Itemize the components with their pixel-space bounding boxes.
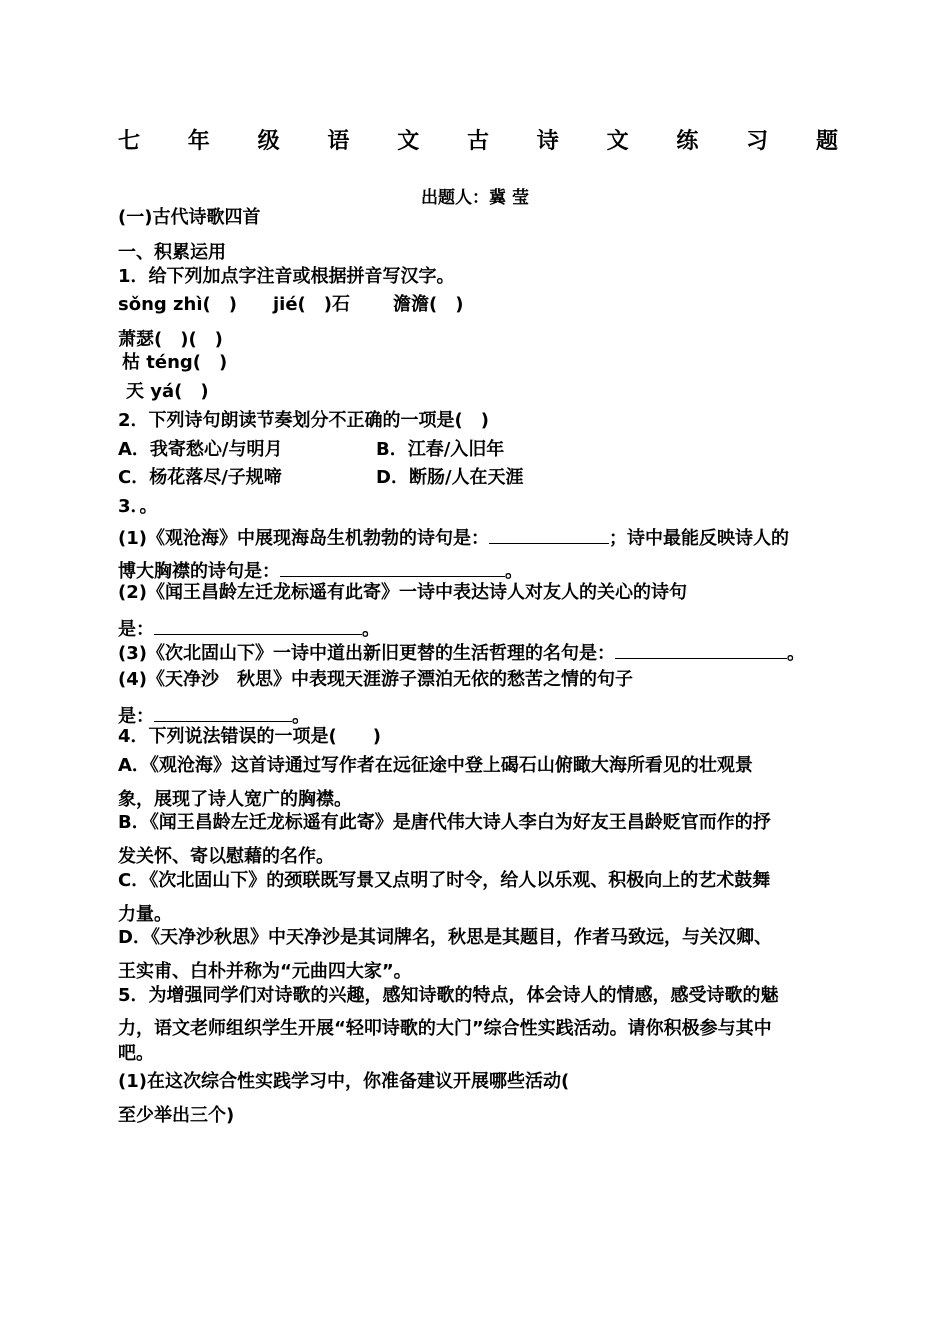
part-heading: 一、积累运用: [118, 242, 226, 263]
q1-item-e: 枯 téng( ): [122, 352, 228, 373]
title-char: 文: [397, 129, 420, 154]
section-heading: (一)古代诗歌四首: [118, 207, 261, 228]
q3-sub-4-text: 是：: [118, 706, 154, 727]
q1-item-b: jié( )石: [273, 294, 351, 315]
q3-sub-2-end: 。: [362, 619, 380, 640]
answer-blank[interactable]: [280, 558, 505, 577]
q3-sub-3-line: [118, 640, 805, 665]
question-4-stem: 4．下列说法错误的一项是( ): [118, 726, 381, 747]
answer-blank[interactable]: [154, 616, 362, 635]
q2-choices-row-2: [118, 467, 524, 489]
q3-sub-1-end: 。: [505, 561, 523, 582]
q5-sub-1-line-1: (1)在这次综合性实践学习中，你准备建议开展哪些活动(: [118, 1071, 570, 1092]
q4-option-a-line-2: 象，展现了诗人宽广的胸襟。: [118, 789, 352, 810]
q2-option-b: B．江春/入旧年: [376, 439, 505, 460]
q3-sub-2-line-1: (2)《闻王昌龄左迁龙标遥有此寄》一诗中表达诗人对友人的关心的诗句: [118, 582, 687, 603]
q2-choices-row-1: [118, 439, 505, 461]
q3-sub-1-text-2: 博大胸襟的诗句是：: [118, 561, 280, 582]
title-char: 题: [815, 129, 838, 154]
q1-item-a: sǒng zhì( ): [118, 294, 237, 315]
title-char: 七: [118, 129, 141, 154]
question-5-line-1: 5．为增强同学们对诗歌的兴趣，感知诗歌的特点，体会诗人的情感，感受诗歌的魅: [118, 985, 779, 1006]
question-1-stem: 1．给下列加点字注音或根据拼音写汉字。: [118, 266, 455, 287]
title-char: 级: [257, 129, 280, 154]
q1-item-c: 澹澹( ): [393, 294, 464, 315]
question-5-line-3: 吧。: [118, 1043, 154, 1064]
q2-option-a: A．我寄愁心/与明月: [118, 439, 283, 460]
q4-option-a-line-1: A．《观沧海》这首诗通过写作者在远征途中登上碣石山俯瞰大海所看见的壮观景: [118, 755, 753, 776]
q1-item-d: 萧瑟( )( ): [118, 329, 223, 350]
answer-blank[interactable]: [615, 640, 787, 659]
q3-sub-4-line-2: [118, 703, 310, 728]
q3-sub-1-text-cont: ；诗中最能反映诗人的: [608, 528, 789, 549]
q4-option-d-line-2: 王实甫、白朴并称为“元曲四大家”。: [118, 961, 412, 982]
q3-sub-2-line-2: [118, 616, 380, 641]
question-2-stem: 2．下列诗句朗读节奏划分不正确的一项是( ): [118, 410, 489, 431]
q3-sub-4-line-1: (4)《天净沙 秋思》中表现天涯游子漂泊无依的愁苦之情的句子: [118, 669, 633, 690]
title-char: 语: [327, 129, 350, 154]
q4-option-d-line-1: D．《天净沙秋思》中天净沙是其词牌名，秋思是其题目，作者马致远，与关汉卿、: [118, 927, 772, 948]
q4-option-b-line-1: B．《闻王昌龄左迁龙标遥有此寄》是唐代伟大诗人李白为好友王昌龄贬官而作的抒: [118, 812, 771, 833]
q3-sub-1-text: (1)《观沧海》中展现海岛生机勃勃的诗句是：: [118, 528, 489, 549]
answer-blank[interactable]: [489, 525, 609, 544]
q3-sub-1-line-2: [118, 558, 523, 583]
question-3-stem: 3．。: [118, 496, 158, 517]
title-char: 文: [606, 129, 629, 154]
q3-sub-4-end: 。: [292, 706, 310, 727]
answer-blank[interactable]: [154, 703, 292, 722]
q4-option-b-line-2: 发关怀、寄以慰藉的名作。: [118, 846, 334, 867]
title-char: 习: [746, 129, 769, 154]
q3-sub-2-text: 是：: [118, 619, 154, 640]
q4-option-c-line-2: 力量。: [118, 904, 172, 925]
title-char: 年: [187, 129, 210, 154]
question-5-line-2: 力，语文老师组织学生开展“轻叩诗歌的大门”综合性实践活动。请你积极参与其中: [118, 1018, 772, 1039]
q3-sub-3-text: (3)《次北固山下》一诗中道出新旧更替的生活哲理的名句是：: [118, 643, 615, 664]
q5-sub-1-line-2: 至少举出三个): [118, 1105, 235, 1126]
q3-sub-3-end: 。: [786, 643, 805, 664]
title-char: 诗: [536, 129, 559, 154]
q4-option-c-line-1: C．《次北固山下》的颈联既写景又点明了时令，给人以乐观、积极向上的艺术鼓舞: [118, 870, 771, 891]
q1-item-f: 天 yá( ): [126, 381, 209, 402]
author-line: 出题人：冀 莹: [421, 188, 529, 208]
q2-option-d: D．断肠/人在天涯: [376, 467, 524, 488]
q3-sub-1-line-1: [118, 525, 789, 550]
title-char: 练: [676, 129, 699, 154]
title-char: 古: [466, 129, 489, 154]
q2-option-c: C．杨花落尽/子规啼: [118, 467, 282, 488]
page-title: [118, 128, 838, 156]
